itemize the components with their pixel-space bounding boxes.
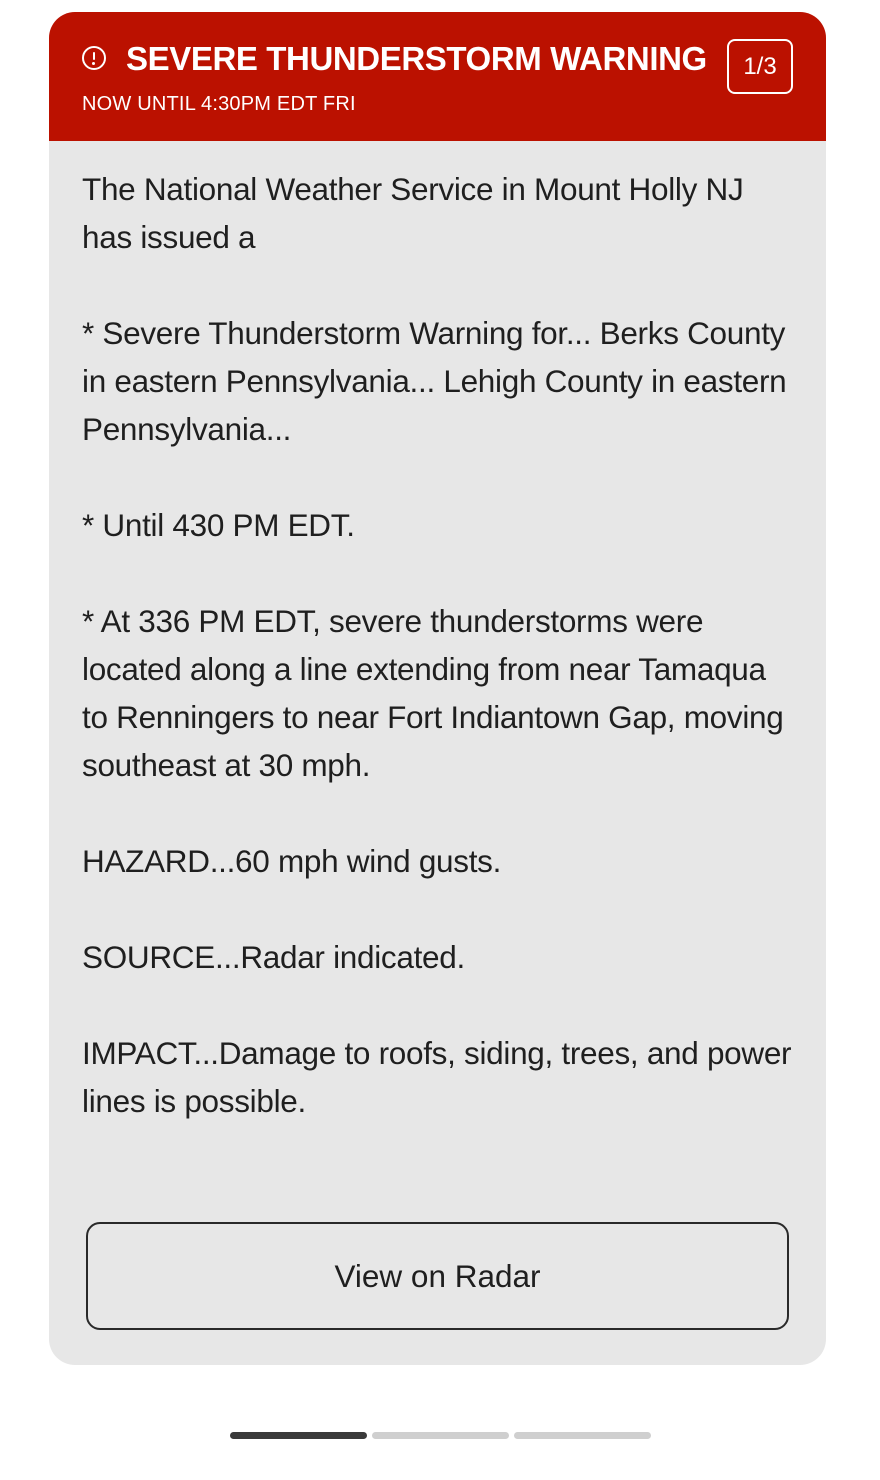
alert-description: [82, 165, 794, 1125]
alert-paragraph-hazard: HAZARD...60 mph wind gusts.: [82, 843, 502, 879]
alert-paragraph-area: * Severe Thunderstorm Warning for... Berks County in eastern Pennsylvania... Lehigh County in eastern Pennsylvania...: [82, 315, 787, 447]
view-on-radar-button[interactable]: View on Radar: [86, 1222, 789, 1330]
alert-paragraph-issuer: The National Weather Service in Mount Holly NJ has issued a: [82, 171, 744, 255]
alert-paragraph-details: * At 336 PM EDT, severe thunderstorms were located along a line extending from near Tamaqua to Renningers to near Fort Indiantown Gap, moving southeast at 30 mph.: [82, 603, 784, 783]
alert-time-range: NOW UNTIL 4:30PM EDT FRI: [82, 93, 356, 115]
alert-title: SEVERE THUNDERSTORM WARNING: [126, 40, 707, 77]
alert-paragraph-impact: IMPACT...Damage to roofs, siding, trees, and power lines is possible.: [82, 1035, 792, 1119]
alert-card: [49, 12, 826, 1365]
page-indicator-segment-3[interactable]: [514, 1432, 651, 1439]
alert-paragraph-source: SOURCE...Radar indicated.: [82, 939, 465, 975]
alert-paragraph-until: * Until 430 PM EDT.: [82, 507, 355, 543]
alert-counter-badge: 1/3: [727, 39, 793, 94]
page-indicator: [230, 1432, 650, 1439]
alert-header: [49, 12, 826, 141]
page-indicator-segment-1[interactable]: [230, 1432, 367, 1439]
alert-circle-icon: [82, 46, 106, 70]
page-indicator-segment-2[interactable]: [372, 1432, 509, 1439]
